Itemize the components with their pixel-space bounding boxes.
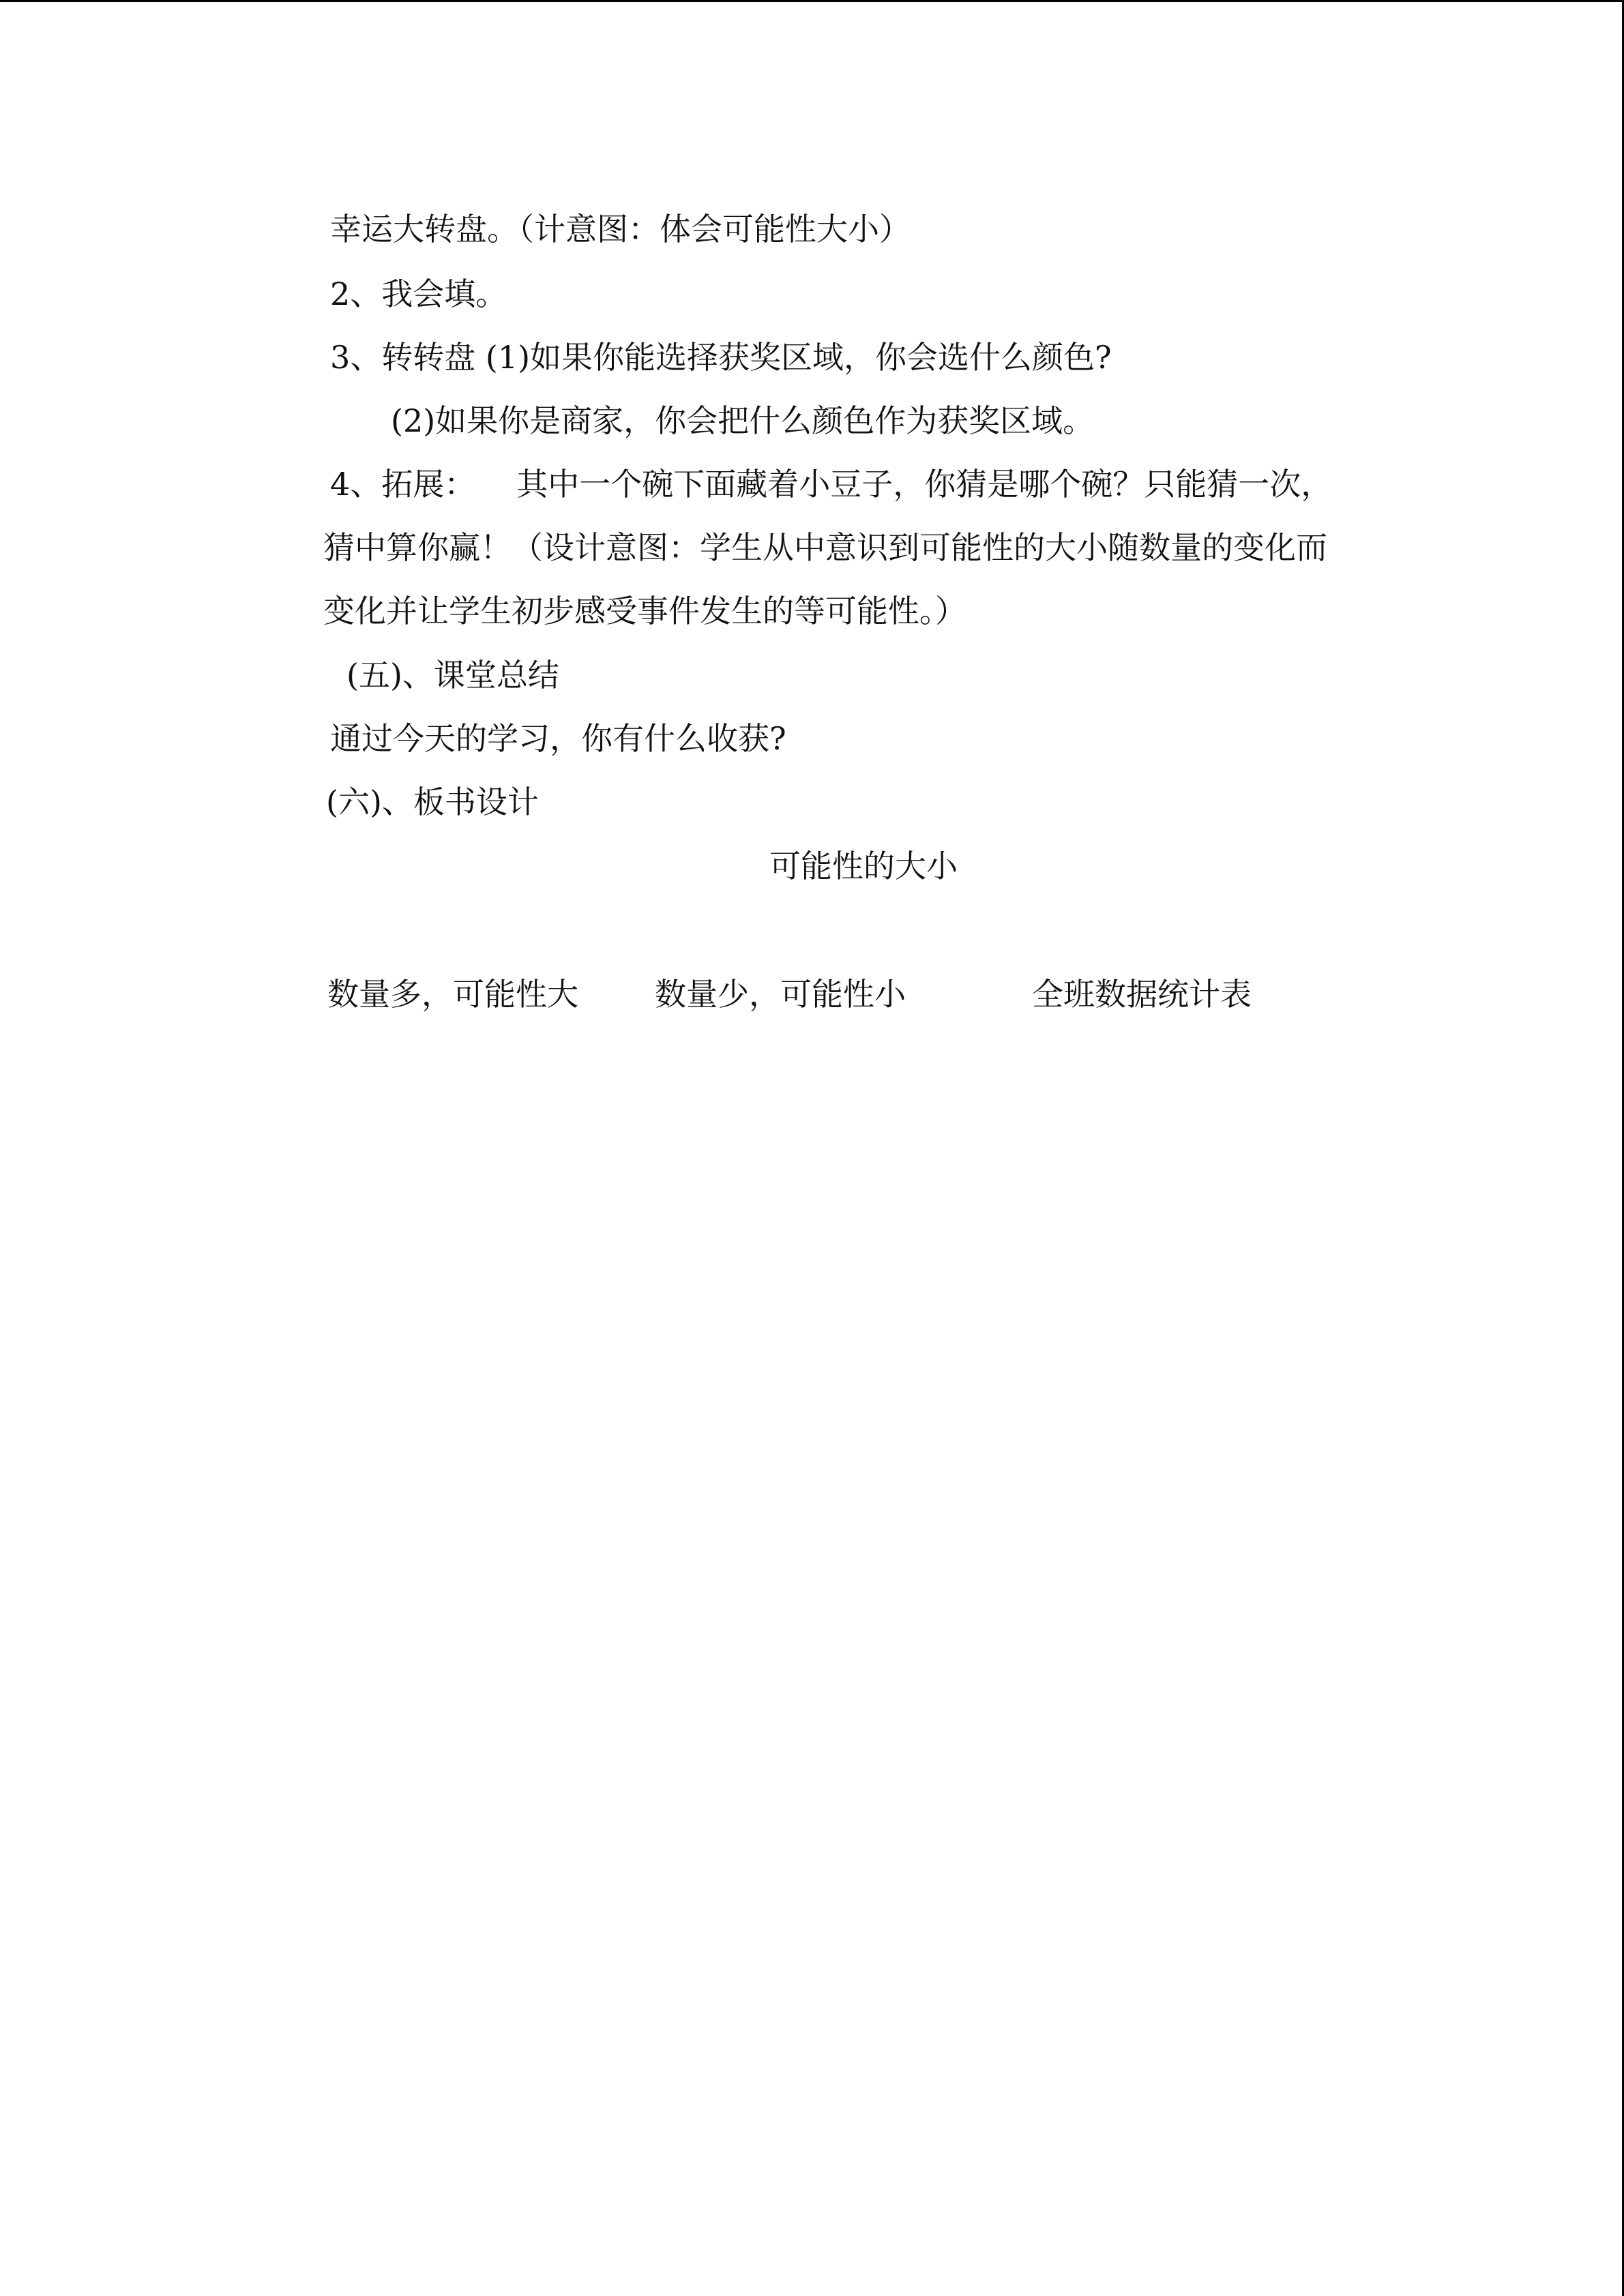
extension-text: 其中一个碗下面藏着小豆子，你猜是哪个碗？只能猜一次，: [516, 466, 1333, 503]
text-line-fill-in: 2、我会填。: [330, 275, 507, 312]
text-line-harvest-question: 通过今天的学习，你有什么收获?: [330, 720, 786, 757]
section-heading-board-design: (六)、板书设计: [326, 784, 539, 820]
text-line-design-intent: 猜中算你赢！（设计意图：学生从中意识到可能性的大小随数量的变化而: [323, 529, 1327, 566]
board-item-less-quantity: 数量少，可能性小: [655, 976, 906, 1013]
extension-label: 4、拓展：: [330, 466, 476, 503]
text-line-equal-possibility: 变化并让学生初步感受事件发生的等可能性。）: [323, 593, 966, 629]
board-item-more-quantity: 数量多，可能性大: [327, 976, 578, 1013]
text-line-extension: [330, 464, 1332, 505]
board-title: 可能性的大小: [769, 848, 958, 884]
board-item-class-data-table: 全班数据统计表: [1032, 976, 1252, 1013]
text-line-lucky-wheel: 幸运大转盘。（计意图：体会可能性大小）: [330, 211, 911, 248]
text-line-spin-wheel: 3、转转盘 (1)如果你能选择获奖区域，你会选什么颜色?: [330, 339, 1112, 376]
text-line-merchant-question: (2)如果你是商家，你会把什么颜色作为获奖区域。: [391, 402, 1095, 439]
section-heading-summary: (五)、课堂总结: [346, 657, 559, 694]
